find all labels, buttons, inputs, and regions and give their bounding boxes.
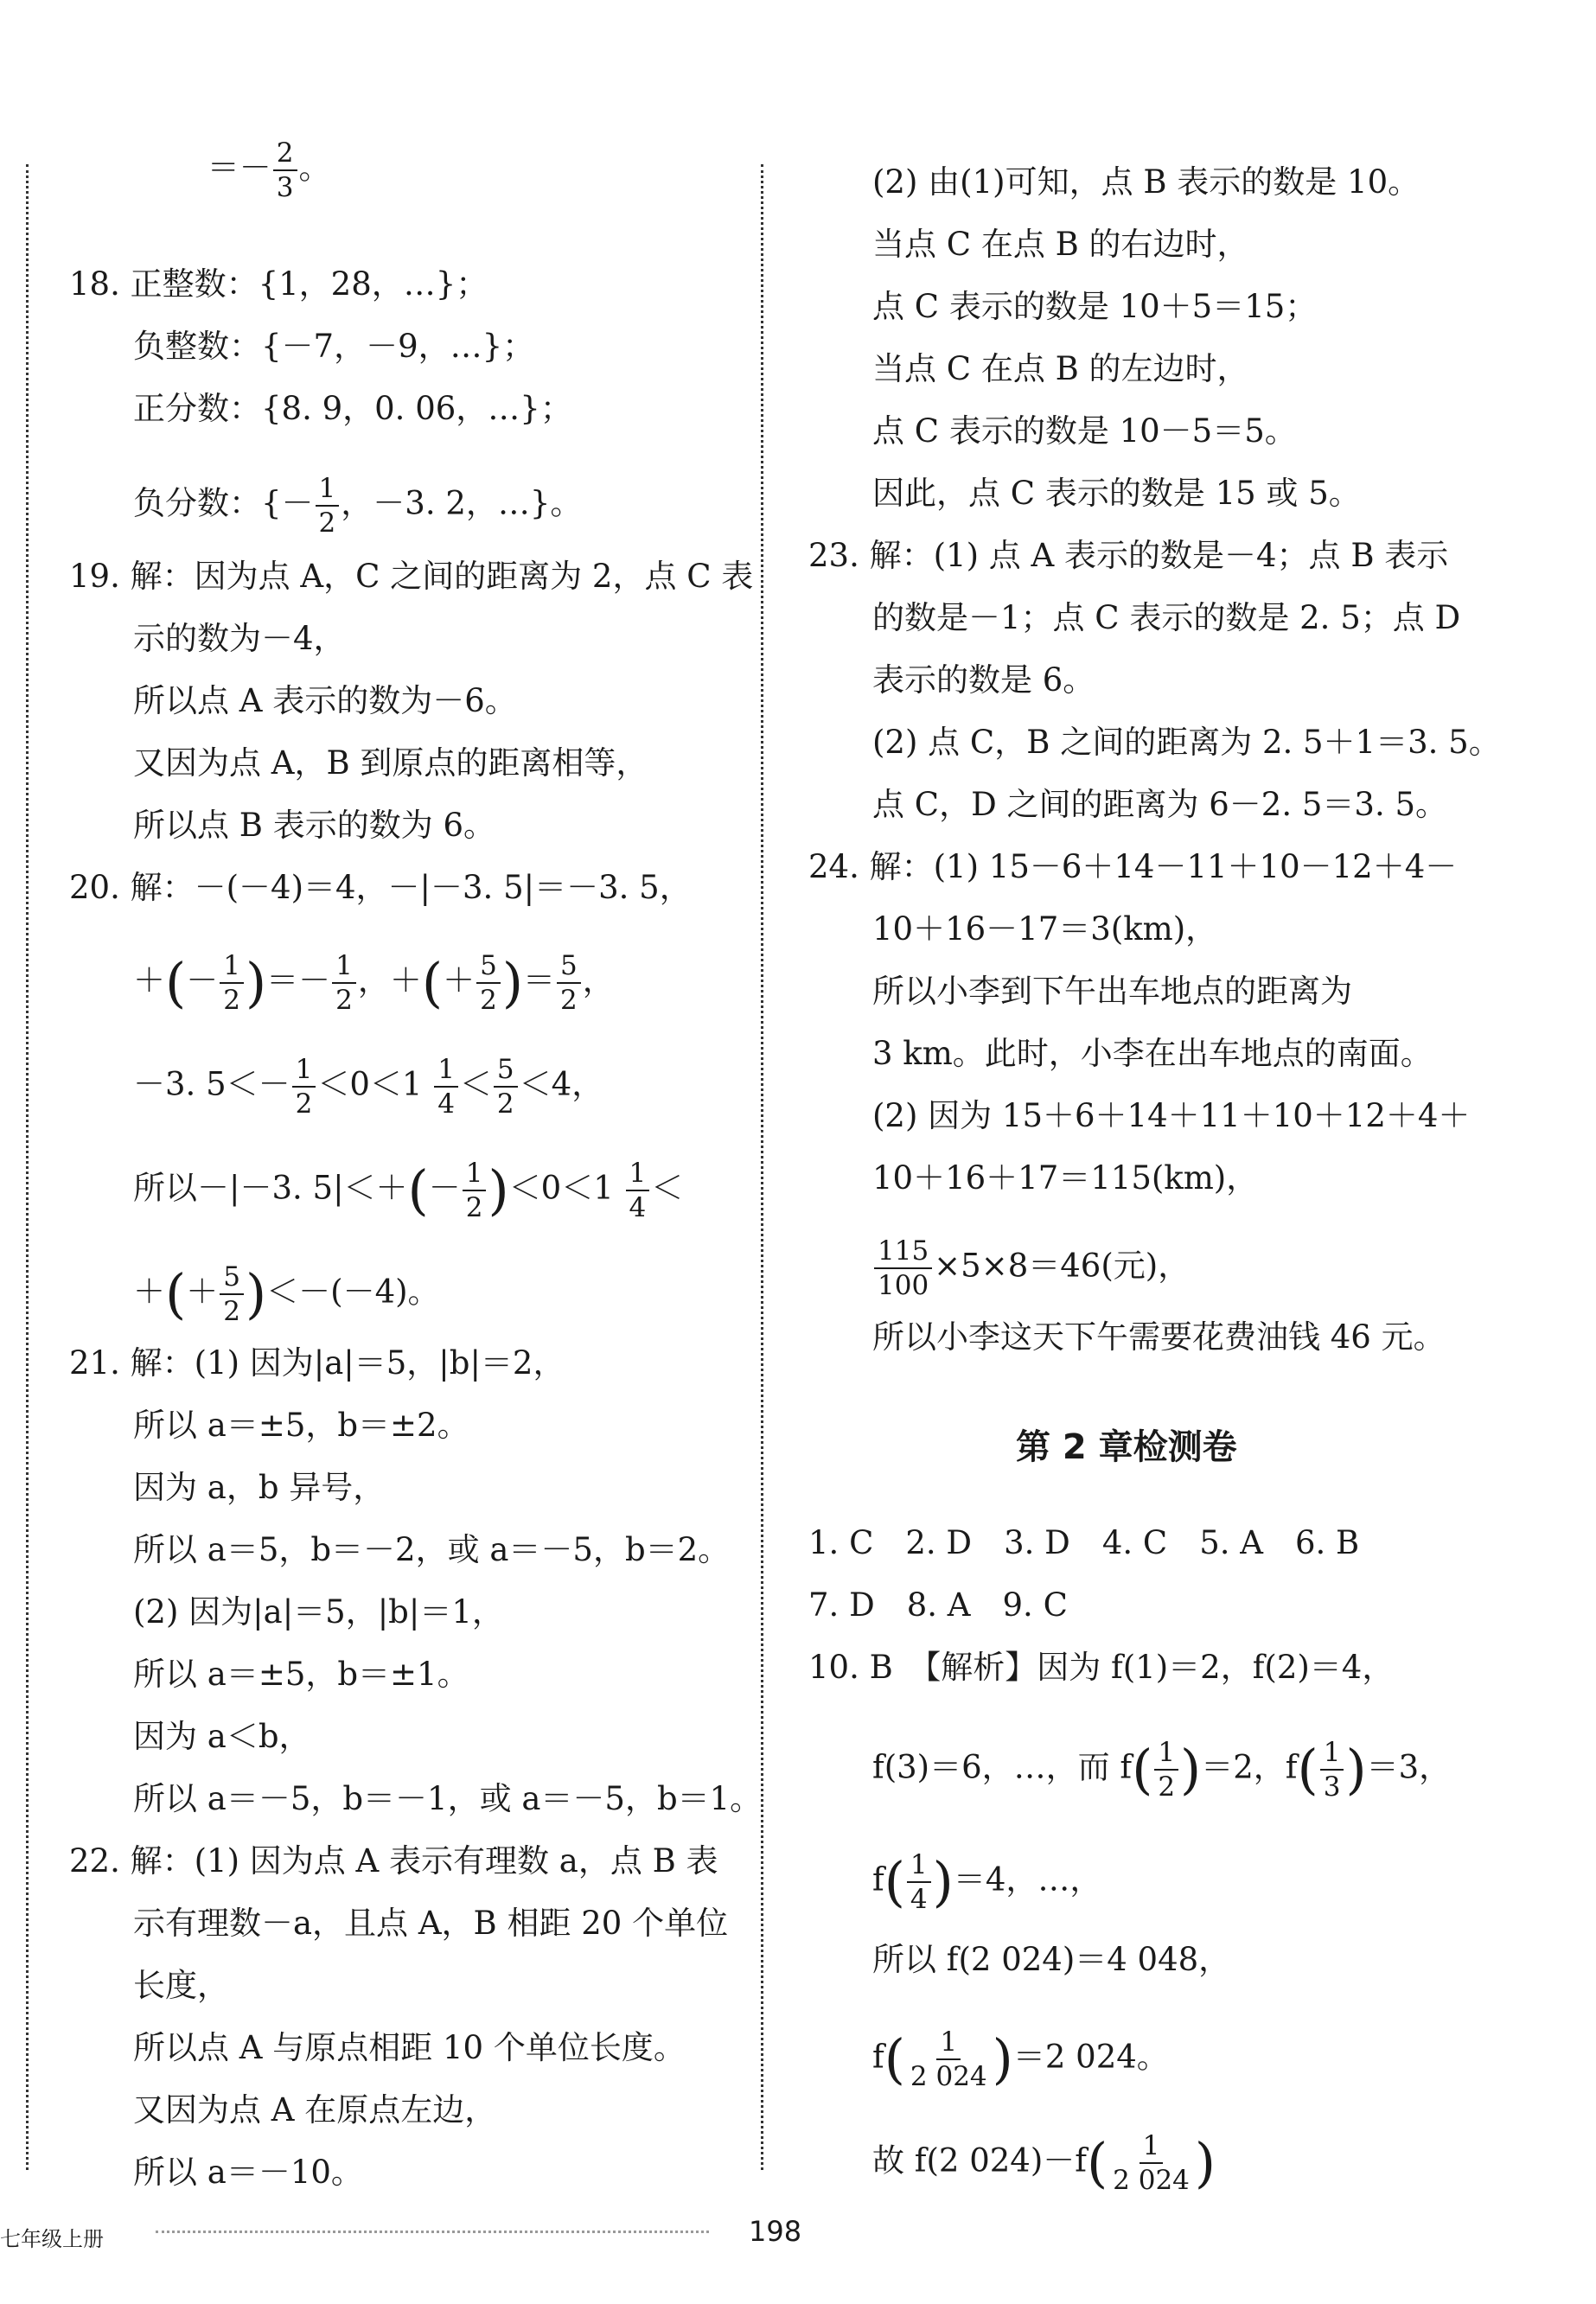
text-line bbox=[872, 1097, 1471, 1134]
text-line bbox=[69, 869, 692, 906]
text-line bbox=[133, 1262, 440, 1326]
fraction bbox=[874, 1236, 932, 1300]
text-line bbox=[872, 910, 1218, 948]
text-line bbox=[133, 1158, 683, 1222]
text-run: 所以小李到下午出车地点的距离为 bbox=[872, 973, 1352, 1010]
text-run: ＜4， bbox=[519, 1065, 604, 1103]
text-run: 的数是－1；点 C 表示的数是 2. 5；点 D bbox=[872, 599, 1461, 636]
parenthesis: ) bbox=[488, 1158, 509, 1222]
text-line bbox=[133, 328, 535, 365]
parenthesis: ( bbox=[1086, 2131, 1108, 2195]
fraction-denominator: 4 bbox=[437, 1088, 455, 1120]
text-run: 1. C 2. D 3. D 4. C 5. A 6. B bbox=[808, 1524, 1360, 1561]
text-line bbox=[872, 288, 1318, 325]
fraction bbox=[1109, 2131, 1193, 2195]
fraction-numerator: 5 bbox=[476, 951, 501, 984]
text-line bbox=[133, 682, 517, 719]
fraction bbox=[626, 1158, 650, 1222]
text-run: 20. 解：－(－4)＝4，－|－3. 5|＝－3. 5， bbox=[69, 869, 692, 906]
fraction bbox=[292, 1055, 316, 1119]
text-run: ＋ bbox=[443, 961, 476, 999]
text-run: 24. 解：(1) 15－6＋14－11＋10－12＋4－ bbox=[808, 848, 1458, 885]
text-run: ＋ bbox=[186, 1273, 219, 1311]
text-run: ＋ bbox=[133, 1273, 165, 1311]
parenthesis: ( bbox=[1297, 1738, 1318, 1802]
text-line bbox=[872, 661, 1095, 699]
text-run: 23. 解：(1) 点 A 表示的数是－4；点 B 表示 bbox=[808, 537, 1449, 574]
parenthesis: ) bbox=[245, 951, 267, 1015]
text-line bbox=[133, 2029, 686, 2066]
text-run: 10＋16－17＝3(km)， bbox=[872, 910, 1218, 948]
fraction-numerator: 1 bbox=[220, 951, 244, 984]
text-line bbox=[133, 1469, 386, 1506]
fraction bbox=[907, 1850, 931, 1914]
fraction-denominator: 2 024 bbox=[910, 2061, 987, 2093]
text-run: 负分数：{－ bbox=[133, 484, 314, 522]
text-run: ×5×8＝46(元)， bbox=[934, 1247, 1191, 1285]
text-run: (2) 因为 15＋6＋14＋11＋10＋12＋4＋ bbox=[872, 1097, 1471, 1134]
fraction bbox=[273, 138, 297, 202]
text-line bbox=[133, 1055, 603, 1119]
fraction-denominator: 2 bbox=[560, 985, 578, 1017]
text-run: 所以 a＝－5，b＝－1，或 a＝－5，b＝1。 bbox=[133, 1780, 763, 1817]
text-run: 所以 a＝－10。 bbox=[133, 2154, 363, 2191]
footer-grade: 七年级上册 bbox=[0, 2227, 104, 2251]
text-run: 所以小李这天下午需要花费油钱 46 元。 bbox=[872, 1318, 1446, 1356]
text-line bbox=[872, 2131, 1216, 2195]
fraction-numerator: 1 bbox=[316, 474, 340, 507]
fraction-numerator: 1 bbox=[1320, 1738, 1344, 1771]
text-line bbox=[133, 1656, 469, 1693]
text-run: 10＋16＋17＝115(km)， bbox=[872, 1159, 1259, 1197]
section-title: 第 2 章检测卷 bbox=[1016, 1427, 1237, 1467]
text-line bbox=[872, 724, 1501, 761]
text-run: ＝2，f bbox=[1201, 1748, 1298, 1786]
text-run: (2) 因为|a|＝5，|b|＝1， bbox=[133, 1593, 504, 1631]
text-run: ，－3. 2，…}。 bbox=[341, 484, 583, 522]
text-run: 负整数：{－7，－9，…}； bbox=[133, 328, 535, 365]
parenthesis: ) bbox=[501, 951, 524, 1015]
fraction bbox=[332, 951, 356, 1015]
parenthesis: ) bbox=[1194, 2131, 1216, 2195]
text-line bbox=[133, 474, 582, 538]
text-run: 所以 a＝±5，b＝±2。 bbox=[133, 1407, 469, 1444]
fraction bbox=[557, 951, 581, 1015]
fraction bbox=[1320, 1738, 1344, 1802]
text-line bbox=[872, 1035, 1433, 1072]
parenthesis: ( bbox=[165, 951, 187, 1015]
text-run: 22. 解：(1) 因为点 A 表示有理数 a，点 B 表 bbox=[69, 1842, 718, 1880]
text-run: ＜0＜1 bbox=[317, 1065, 433, 1103]
text-run: 21. 解：(1) 因为|a|＝5，|b|＝2， bbox=[69, 1344, 565, 1382]
text-line bbox=[133, 620, 346, 657]
text-run: ＜－(－4)。 bbox=[266, 1273, 440, 1311]
text-run: 10. B 【解析】因为 f(1)＝2，f(2)＝4， bbox=[808, 1649, 1395, 1686]
text-run: 7. D 8. A 9. C bbox=[808, 1586, 1068, 1624]
fraction-numerator: 1 bbox=[463, 1158, 487, 1191]
text-line bbox=[872, 350, 1249, 387]
fraction-numerator: 5 bbox=[557, 951, 581, 984]
fraction-numerator: 1 bbox=[1140, 2131, 1164, 2164]
fraction-numerator: 5 bbox=[220, 1262, 244, 1295]
fraction-denominator: 2 bbox=[496, 1088, 514, 1120]
text-line bbox=[872, 1850, 1101, 1914]
text-run: － bbox=[186, 961, 219, 999]
text-run: f bbox=[872, 1860, 884, 1899]
parenthesis: ( bbox=[1132, 1738, 1153, 1802]
text-run: 当点 C 在点 B 的左边时， bbox=[872, 350, 1249, 387]
fraction-denominator: 2 024 bbox=[1113, 2165, 1190, 2197]
text-run: 18. 正整数：{1，28，…}； bbox=[69, 265, 488, 303]
text-run: 故 f(2 024)－f bbox=[872, 2141, 1087, 2180]
text-run: 所以－|－3. 5|＜＋ bbox=[133, 1169, 408, 1207]
text-run: 所以点 A 与原点相距 10 个单位长度。 bbox=[133, 2029, 686, 2066]
parenthesis: ( bbox=[421, 951, 444, 1015]
text-run: 点 C 表示的数是 10＋5＝15； bbox=[872, 288, 1318, 325]
fraction bbox=[494, 1055, 518, 1119]
text-run: －3. 5＜－ bbox=[133, 1065, 290, 1103]
fraction-numerator: 115 bbox=[874, 1236, 932, 1269]
fraction-denominator: 2 bbox=[335, 985, 353, 1017]
fraction-denominator: 2 bbox=[480, 985, 497, 1017]
text-line bbox=[133, 1905, 729, 1942]
text-line bbox=[872, 786, 1448, 823]
parenthesis: ( bbox=[407, 1158, 429, 1222]
text-run: (2) 由(1)可知，点 B 表示的数是 10。 bbox=[872, 163, 1420, 201]
parenthesis: ) bbox=[1345, 1738, 1367, 1802]
text-run: 19. 解：因为点 A，C 之间的距离为 2，点 C 表 bbox=[69, 558, 754, 595]
fraction-denominator: 4 bbox=[910, 1884, 928, 1916]
text-line bbox=[133, 744, 648, 782]
text-line bbox=[872, 412, 1297, 450]
text-run: 所以点 A 表示的数为－6。 bbox=[133, 682, 517, 719]
text-run: 所以 a＝±5，b＝±1。 bbox=[133, 1656, 469, 1693]
text-run: (2) 点 C，B 之间的距离为 2. 5＋1＝3. 5。 bbox=[872, 724, 1501, 761]
text-run: 因为 a＜b， bbox=[133, 1718, 311, 1755]
fraction bbox=[220, 951, 244, 1015]
text-run: 当点 C 在点 B 的右边时， bbox=[872, 226, 1249, 263]
text-run: 示有理数－a，且点 A，B 相距 20 个单位 bbox=[133, 1905, 729, 1942]
fraction-denominator: 2 bbox=[1158, 1771, 1176, 1803]
fraction-numerator: 1 bbox=[1154, 1738, 1178, 1771]
text-run: ，＋ bbox=[357, 961, 422, 999]
text-line bbox=[872, 2027, 1169, 2091]
fraction-denominator: 2 bbox=[318, 507, 336, 539]
text-run: ＝2 024。 bbox=[1012, 2038, 1169, 2076]
text-line bbox=[872, 475, 1361, 512]
text-run: 3 km。此时，小李在出车地点的南面。 bbox=[872, 1035, 1433, 1072]
fraction bbox=[476, 951, 501, 1015]
fraction bbox=[434, 1055, 458, 1119]
text-run: ＝－ bbox=[266, 961, 331, 999]
text-run: ， bbox=[582, 961, 615, 999]
text-line bbox=[69, 265, 488, 303]
fraction bbox=[220, 1262, 244, 1326]
text-run: ＝ bbox=[523, 961, 556, 999]
page-number: 198 bbox=[749, 2215, 802, 2248]
fraction-numerator: 2 bbox=[273, 138, 297, 171]
fraction-numerator: 1 bbox=[292, 1055, 316, 1088]
fraction-numerator: 1 bbox=[626, 1158, 650, 1191]
text-line bbox=[808, 1649, 1395, 1686]
text-run: ＜ bbox=[459, 1065, 492, 1103]
fraction-numerator: 1 bbox=[907, 1850, 931, 1883]
fraction-numerator: 1 bbox=[332, 951, 356, 984]
text-line bbox=[808, 537, 1449, 574]
text-line bbox=[872, 1738, 1451, 1802]
text-run: 所以 f(2 024)＝4 048， bbox=[872, 1941, 1231, 1978]
text-run: 因此，点 C 表示的数是 15 或 5。 bbox=[872, 475, 1361, 512]
parenthesis: ( bbox=[884, 1850, 905, 1914]
text-line bbox=[133, 138, 331, 202]
text-line bbox=[872, 1941, 1231, 1978]
text-run: ＋ bbox=[133, 961, 165, 999]
text-line bbox=[133, 2154, 363, 2191]
text-run: 。 bbox=[298, 149, 331, 187]
text-run: 又因为点 A 在原点左边， bbox=[133, 2091, 497, 2128]
text-run: ＝－ bbox=[133, 149, 271, 187]
parenthesis: ( bbox=[884, 2027, 905, 2091]
text-line bbox=[133, 1967, 229, 2004]
parenthesis: ) bbox=[932, 1850, 954, 1914]
text-line bbox=[808, 1586, 1068, 1624]
fraction bbox=[316, 474, 340, 538]
fraction-denominator: 100 bbox=[878, 1270, 929, 1302]
text-line bbox=[133, 1718, 311, 1755]
text-run: 长度， bbox=[133, 1967, 229, 2004]
fraction-numerator: 1 bbox=[434, 1055, 458, 1088]
text-line bbox=[872, 163, 1420, 201]
text-line bbox=[872, 1236, 1190, 1300]
fraction bbox=[907, 2027, 991, 2091]
fraction-denominator: 2 bbox=[223, 1296, 240, 1328]
text-line bbox=[133, 1407, 469, 1444]
text-run: 表示的数是 6。 bbox=[872, 661, 1095, 699]
text-line bbox=[133, 390, 572, 427]
text-run: 示的数为－4， bbox=[133, 620, 346, 657]
text-line bbox=[133, 1531, 731, 1568]
parenthesis: ) bbox=[992, 2027, 1013, 2091]
text-run: － bbox=[428, 1169, 461, 1207]
text-run: ＝4，…， bbox=[953, 1860, 1102, 1899]
parenthesis: ( bbox=[165, 1262, 187, 1326]
text-line bbox=[69, 1842, 718, 1880]
text-line bbox=[808, 1524, 1360, 1561]
text-run: 因为 a，b 异号， bbox=[133, 1469, 386, 1506]
text-line bbox=[872, 1318, 1446, 1356]
fraction-denominator: 2 bbox=[223, 985, 240, 1017]
parenthesis: ) bbox=[245, 1262, 267, 1326]
text-line bbox=[133, 1780, 763, 1817]
text-line bbox=[872, 973, 1352, 1010]
text-line bbox=[133, 1593, 504, 1631]
text-line bbox=[133, 2091, 497, 2128]
text-line bbox=[872, 1159, 1259, 1197]
text-line bbox=[69, 558, 754, 595]
fraction-denominator: 3 bbox=[276, 172, 294, 204]
text-run: 所以点 B 表示的数为 6。 bbox=[133, 807, 496, 844]
text-run: 正分数：{8. 9，0. 06，…}； bbox=[133, 390, 572, 427]
text-line bbox=[133, 807, 496, 844]
text-line bbox=[808, 848, 1458, 885]
parenthesis: ) bbox=[1180, 1738, 1202, 1802]
text-run: 点 C，D 之间的距离为 6－2. 5＝3. 5。 bbox=[872, 786, 1448, 823]
text-line bbox=[872, 226, 1249, 263]
fraction bbox=[1154, 1738, 1178, 1802]
text-line bbox=[69, 1344, 565, 1382]
fraction-denominator: 4 bbox=[629, 1192, 647, 1224]
fraction-denominator: 2 bbox=[295, 1088, 313, 1120]
text-run: ＝3， bbox=[1366, 1748, 1452, 1786]
text-line bbox=[872, 599, 1461, 636]
fraction-numerator: 5 bbox=[494, 1055, 518, 1088]
text-run: f(3)＝6，…，而 f bbox=[872, 1748, 1133, 1786]
text-run: 点 C 表示的数是 10－5＝5。 bbox=[872, 412, 1297, 450]
left-margin-dotted-line bbox=[26, 164, 29, 2170]
text-run: ＜0＜1 bbox=[508, 1169, 624, 1207]
footer-dotted-rule bbox=[156, 2231, 709, 2233]
text-run: 所以 a＝5，b＝－2，或 a＝－5，b＝2。 bbox=[133, 1531, 731, 1568]
fraction bbox=[463, 1158, 487, 1222]
text-run: ＜ bbox=[651, 1169, 684, 1207]
text-line bbox=[133, 951, 615, 1015]
center-dotted-line bbox=[761, 164, 763, 2170]
fraction-denominator: 3 bbox=[1323, 1771, 1341, 1803]
fraction-denominator: 2 bbox=[465, 1192, 483, 1224]
fraction-numerator: 1 bbox=[936, 2027, 961, 2060]
text-run: f bbox=[872, 2038, 884, 2076]
text-run: 又因为点 A，B 到原点的距离相等， bbox=[133, 744, 648, 782]
